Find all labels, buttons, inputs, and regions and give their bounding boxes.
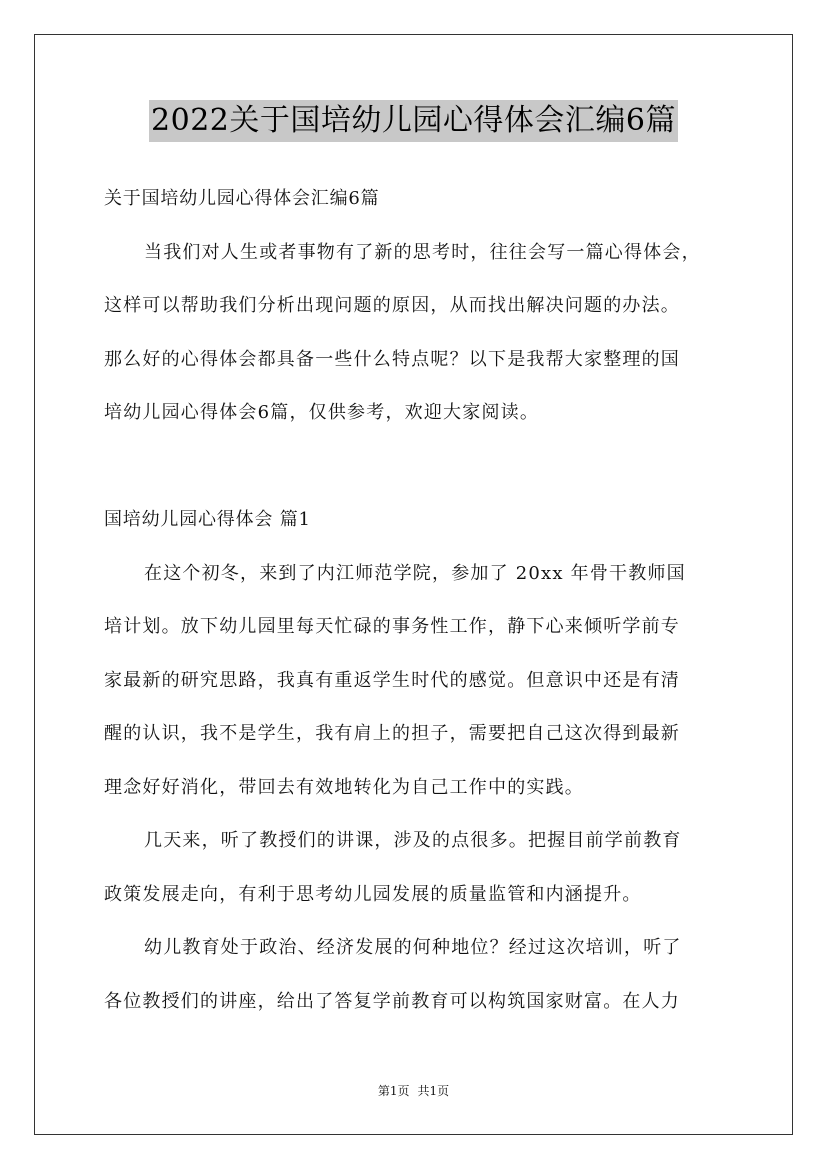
page-total: 共1页 bbox=[417, 1084, 450, 1098]
body-line: 醒的认识，我不是学生，我有肩上的担子，需要把自己这次得到最新 bbox=[104, 723, 680, 744]
section-heading: 国培幼儿园心得体会 篇1 bbox=[104, 509, 311, 530]
page-footer bbox=[0, 1082, 827, 1100]
body-line: 在这个初冬，来到了内江师范学院，参加了 20xx 年骨干教师国 bbox=[144, 562, 686, 584]
body-line: 几天来，听了教授们的讲课，涉及的点很多。把握目前学前教育 bbox=[144, 830, 682, 851]
title-area bbox=[0, 100, 827, 142]
section-heading: 关于国培幼儿园心得体会汇编6篇 bbox=[104, 188, 380, 209]
page-number: 第1页 bbox=[377, 1084, 410, 1098]
body-line: 培计划。放下幼儿园里每天忙碌的事务性工作，静下心来倾听学前专 bbox=[104, 616, 680, 637]
document-body bbox=[104, 172, 724, 1028]
body-line: 当我们对人生或者事物有了新的思考时，往往会写一篇心得体会， bbox=[144, 241, 701, 263]
body-line: 这样可以帮助我们分析出现问题的原因，从而找出解决问题的办法。 bbox=[104, 295, 680, 316]
body-line: 理念好好消化，带回去有效地转化为自己工作中的实践。 bbox=[104, 776, 584, 798]
blank-line bbox=[104, 440, 724, 494]
document-title: 2022关于国培幼儿园心得体会汇编6篇 bbox=[149, 100, 678, 142]
body-line: 那么好的心得体会都具备一些什么特点呢？以下是我帮大家整理的国 bbox=[104, 348, 680, 370]
body-line: 政策发展走向，有利于思考幼儿园发展的质量监管和内涵提升。 bbox=[104, 883, 642, 905]
body-line: 幼儿教育处于政治、经济发展的何种地位？经过这次培训，听了 bbox=[144, 937, 682, 958]
body-line: 各位教授们的讲座，给出了答复学前教育可以构筑国家财富。在人力 bbox=[104, 990, 680, 1012]
body-line: 家最新的研究思路，我真有重返学生时代的感觉。但意识中还是有清 bbox=[104, 669, 680, 691]
body-line: 培幼儿园心得体会6篇，仅供参考，欢迎大家阅读。 bbox=[104, 402, 540, 423]
